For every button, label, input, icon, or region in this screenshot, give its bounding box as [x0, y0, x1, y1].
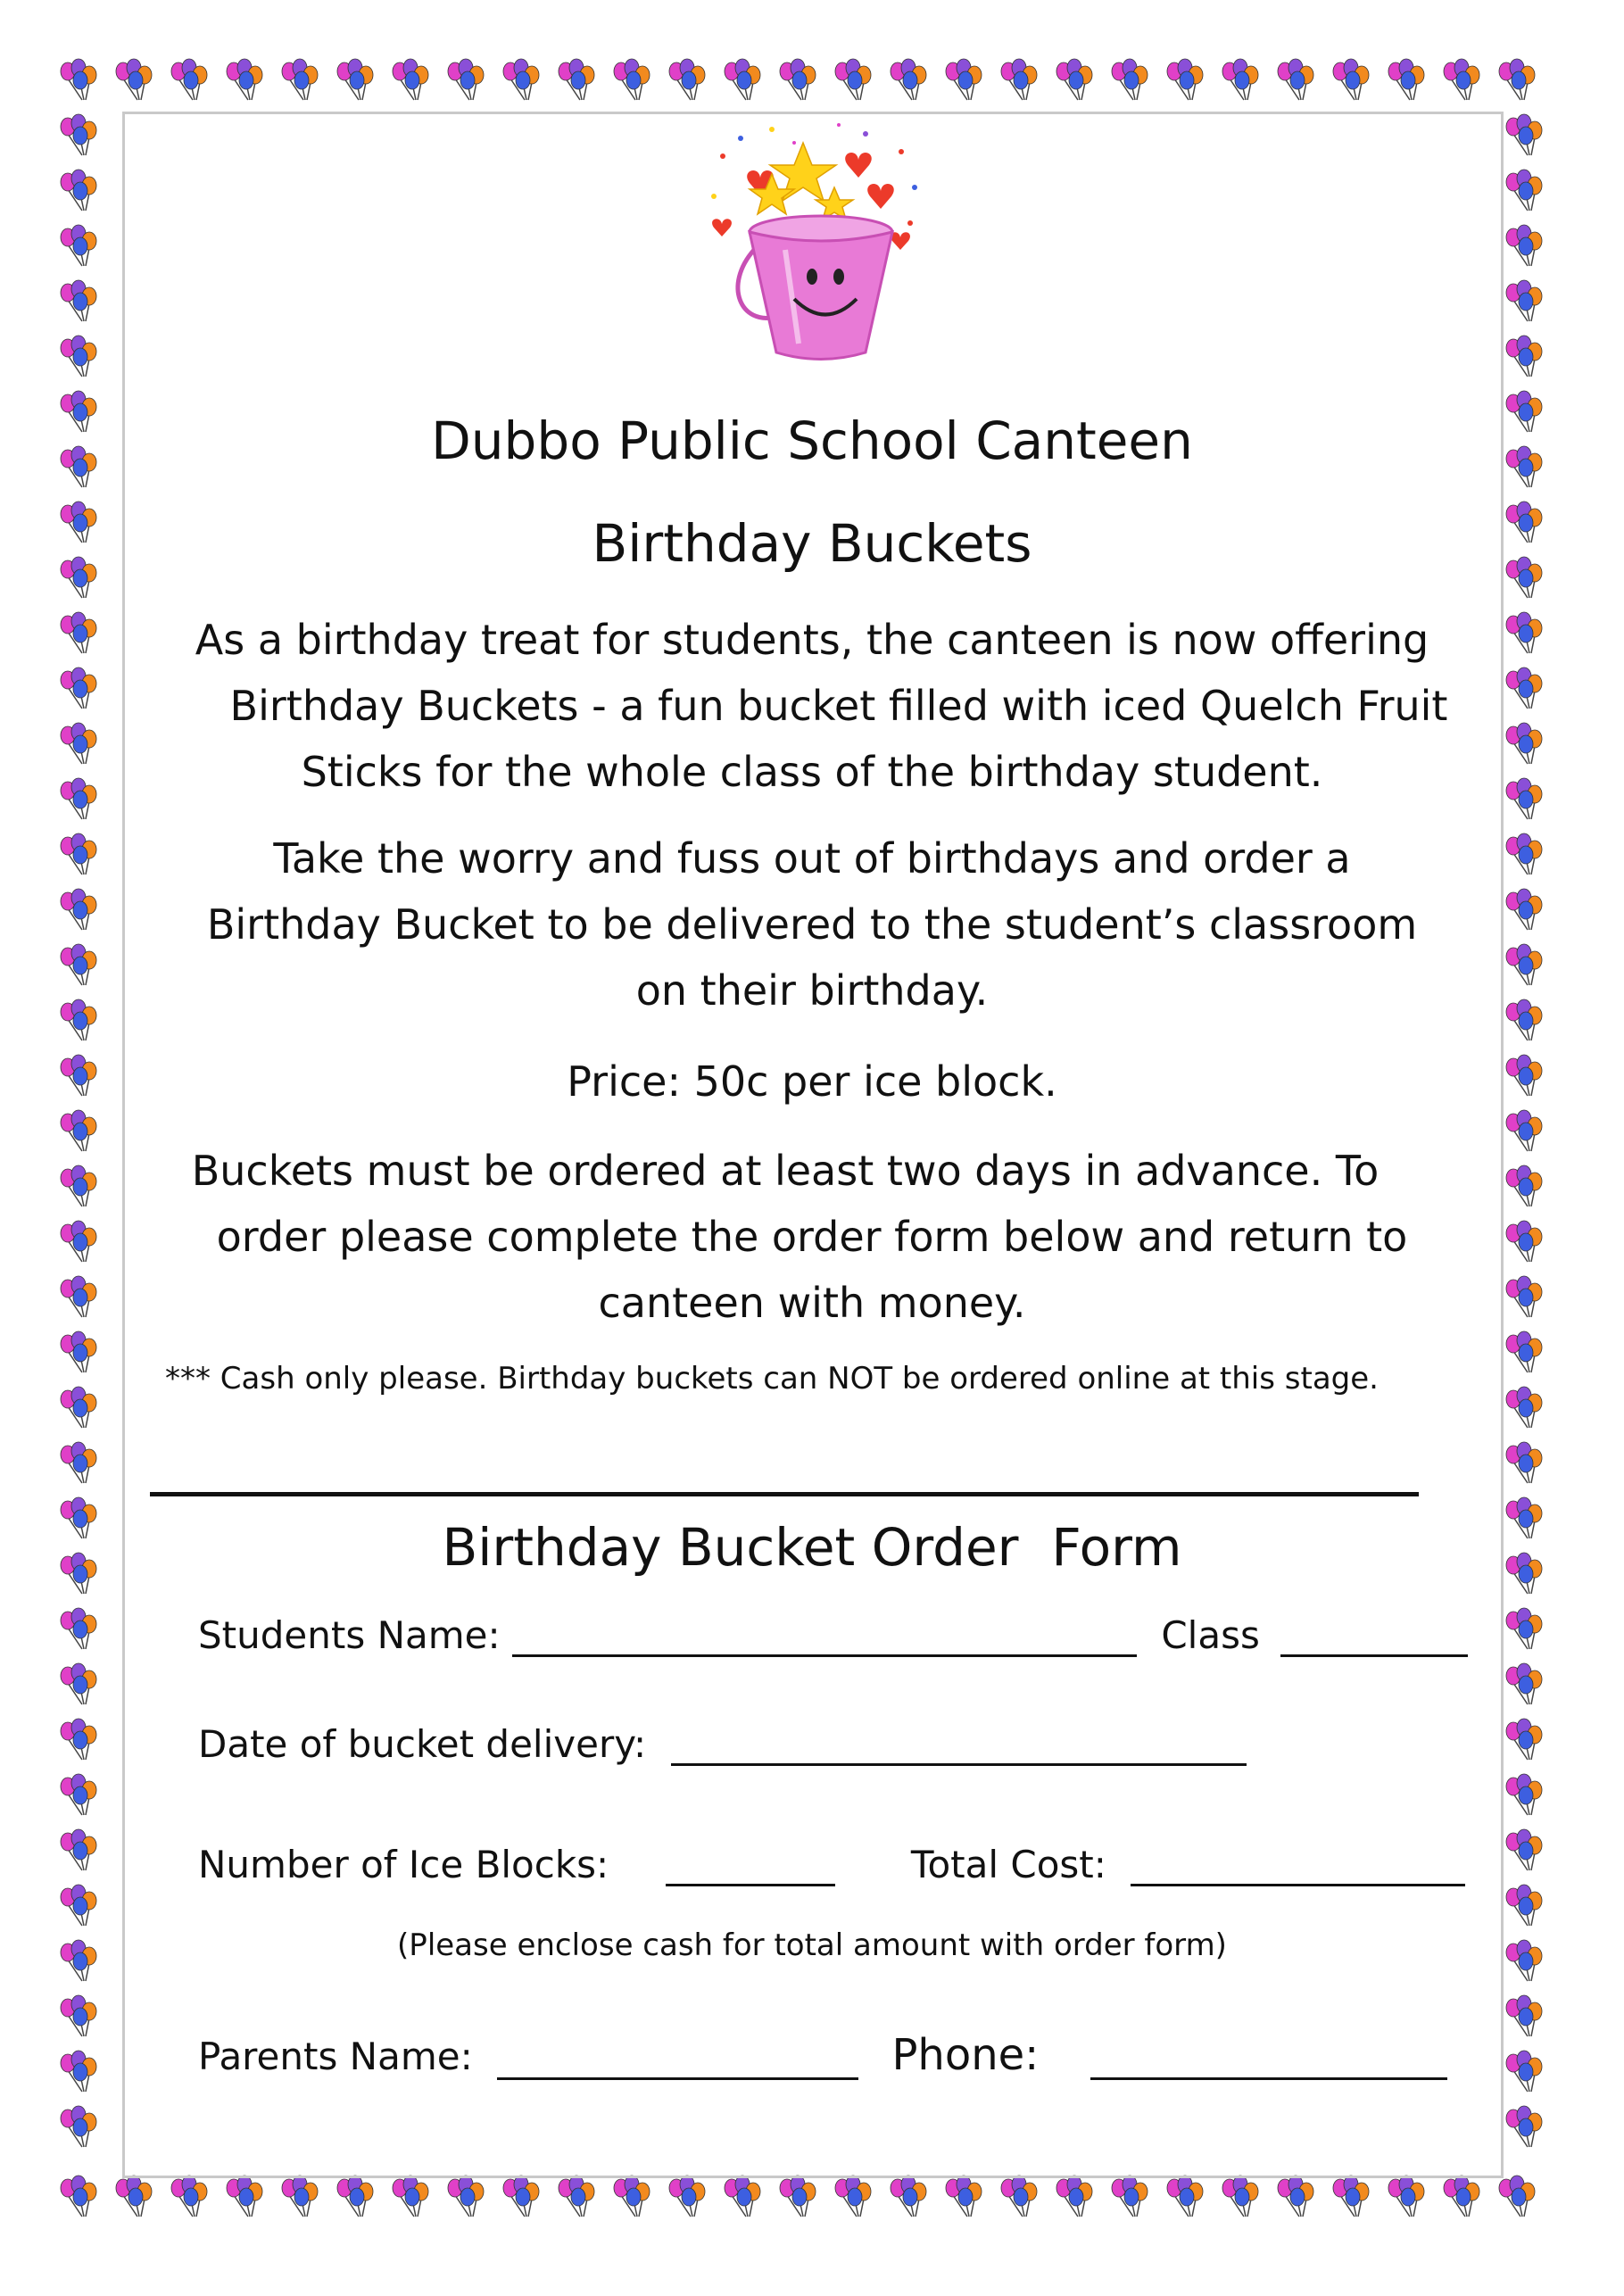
- balloon-icon: [61, 2176, 96, 2217]
- intro-line: Sticks for the whole class of the birthday student.: [301, 748, 1323, 796]
- class-label: Class: [1161, 1613, 1260, 1657]
- intro-line: Birthday Buckets - a fun bucket filled with iced Quelch Fruit: [229, 682, 1448, 730]
- balloon-icon: [171, 59, 207, 100]
- balloon-icon: [61, 1663, 96, 1704]
- balloon-icon: [61, 778, 96, 819]
- balloon-icon: [1506, 2051, 1542, 2092]
- balloon-icon: [61, 1940, 96, 1981]
- balloon-icon: [1506, 2106, 1542, 2147]
- balloon-icon: [1506, 114, 1542, 155]
- balloon-icon: [946, 59, 982, 100]
- parents-name-label: Parents Name:: [198, 2035, 473, 2078]
- student-name-label: Students Name:: [198, 1613, 501, 1657]
- delivery-date-row: [198, 1722, 1247, 1766]
- cash-only-note: *** Cash only please. Birthday buckets can NOT be ordered online at this stage.: [165, 1361, 1379, 1397]
- balloon-icon: [61, 557, 96, 598]
- balloon-icon: [227, 59, 262, 100]
- balloon-icon: [1444, 59, 1479, 100]
- price-text: [107, 1049, 1517, 1115]
- order-form-title: Birthday Bucket Order Form: [442, 1517, 1182, 1578]
- section-divider: [150, 1492, 1419, 1496]
- ice-blocks-label: Number of Ice Blocks:: [198, 1843, 609, 1886]
- balloon-icon: [891, 2176, 926, 2217]
- parents-row: [198, 2030, 1447, 2080]
- worry-line: Take the worry and fuss out of birthdays and order a: [273, 834, 1351, 883]
- balloon-icon: [669, 59, 705, 100]
- balloon-icon: [61, 833, 96, 874]
- page-subtitle: Birthday Buckets: [592, 513, 1032, 574]
- balloon-icon: [1001, 59, 1037, 100]
- balloon-icon: [337, 59, 373, 100]
- balloon-icon: [1506, 1774, 1542, 1815]
- balloon-icon: [559, 2176, 594, 2217]
- balloon-icon: [1506, 1331, 1542, 1372]
- balloon-icon: [1278, 2176, 1313, 2217]
- balloon-icon: [61, 1608, 96, 1649]
- balloon-icon: [1388, 2176, 1424, 2217]
- worry-line: Birthday Bucket to be delivered to the student’s classroom: [206, 900, 1418, 949]
- balloon-icon: [1506, 1442, 1542, 1483]
- balloon-icon: [1167, 59, 1203, 100]
- intro-paragraph: [107, 607, 1517, 805]
- balloon-icon: [1278, 59, 1313, 100]
- phone-label: Phone:: [891, 2030, 1040, 2080]
- birthday-bucket-illustration: [687, 116, 946, 366]
- balloon-icon: [61, 2106, 96, 2147]
- enclose-cash-note: (Please enclose cash for total amount with order form): [397, 1927, 1227, 1963]
- balloon-icon: [227, 2176, 262, 2217]
- balloon-icon: [61, 225, 96, 266]
- balloon-icon: [1001, 2176, 1037, 2217]
- balloon-icon: [61, 1885, 96, 1926]
- balloon-icon: [61, 59, 96, 100]
- balloon-icon: [61, 2051, 96, 2092]
- total-cost-field[interactable]: [1131, 1848, 1465, 1886]
- balloon-icon: [61, 280, 96, 321]
- balloon-icon: [61, 612, 96, 653]
- balloon-icon: [337, 2176, 373, 2217]
- worry-line: on their birthday.: [635, 966, 989, 1015]
- total-cost-label: Total Cost:: [910, 1843, 1106, 1886]
- balloon-icon: [116, 2176, 152, 2217]
- class-field[interactable]: [1280, 1619, 1468, 1657]
- balloon-icon: [1506, 225, 1542, 266]
- order-paragraph: [107, 1138, 1517, 1336]
- ice-blocks-field[interactable]: [666, 1848, 835, 1886]
- bucket-body: [750, 232, 892, 360]
- balloon-icon: [835, 2176, 871, 2217]
- balloon-icon: [61, 501, 96, 543]
- balloon-icon: [61, 1110, 96, 1151]
- balloon-icon: [448, 2176, 484, 2217]
- price-line: Price: 50c per ice block.: [567, 1057, 1057, 1106]
- balloon-icon: [1056, 2176, 1092, 2217]
- balloon-icon: [61, 1774, 96, 1815]
- balloon-icon: [393, 2176, 428, 2217]
- balloon-icon: [282, 59, 318, 100]
- balloon-icon: [1506, 1885, 1542, 1926]
- balloon-icon: [780, 59, 816, 100]
- balloon-icon: [1444, 2176, 1479, 2217]
- balloon-icon: [61, 1497, 96, 1538]
- balloon-icon: [61, 1221, 96, 1262]
- student-name-field[interactable]: [512, 1619, 1137, 1657]
- balloon-icon: [1167, 2176, 1203, 2217]
- balloon-icon: [1506, 1608, 1542, 1649]
- balloon-icon: [1388, 59, 1424, 100]
- balloon-icon: [61, 1719, 96, 1760]
- balloon-icon: [1506, 336, 1542, 377]
- delivery-date-field[interactable]: [671, 1728, 1247, 1766]
- balloon-icon: [61, 667, 96, 709]
- balloon-icon: [61, 889, 96, 930]
- balloon-icon: [61, 1553, 96, 1594]
- balloon-icon: [61, 391, 96, 432]
- balloon-icon: [61, 723, 96, 764]
- balloon-icon: [1222, 2176, 1258, 2217]
- balloon-icon: [61, 114, 96, 155]
- balloon-icon: [614, 2176, 650, 2217]
- balloon-icon: [891, 59, 926, 100]
- balloon-icon: [503, 2176, 539, 2217]
- balloon-icon: [1499, 59, 1535, 100]
- balloon-icon: [1333, 2176, 1369, 2217]
- balloon-icon: [1333, 59, 1369, 100]
- balloon-icon: [61, 1331, 96, 1372]
- balloon-icon: [1222, 59, 1258, 100]
- balloon-icon: [1499, 2176, 1535, 2217]
- balloon-icon: [61, 944, 96, 985]
- balloon-icon: [171, 2176, 207, 2217]
- balloon-icon: [503, 59, 539, 100]
- balloon-icon: [116, 59, 152, 100]
- balloon-icon: [61, 1829, 96, 1870]
- balloon-icon: [1506, 1387, 1542, 1428]
- balloon-icon: [1506, 280, 1542, 321]
- balloon-icon: [1056, 59, 1092, 100]
- balloon-icon: [1112, 59, 1148, 100]
- delivery-date-label: Date of bucket delivery:: [198, 1722, 647, 1766]
- balloon-icon: [282, 2176, 318, 2217]
- balloon-icon: [61, 1165, 96, 1206]
- balloon-icon: [1506, 1719, 1542, 1760]
- ice-blocks-row: [198, 1843, 1465, 1886]
- balloon-icon: [448, 59, 484, 100]
- balloon-icon: [61, 1387, 96, 1428]
- balloon-icon: [393, 59, 428, 100]
- order-line: Buckets must be ordered at least two days in advance. To: [191, 1147, 1380, 1195]
- balloon-icon: [946, 2176, 982, 2217]
- balloon-icon: [780, 2176, 816, 2217]
- balloon-icon: [61, 1055, 96, 1096]
- balloon-icon: [725, 2176, 760, 2217]
- balloon-icon: [61, 336, 96, 377]
- phone-field[interactable]: [1090, 2042, 1447, 2080]
- balloon-icon: [669, 2176, 705, 2217]
- balloon-icon: [1506, 1829, 1542, 1870]
- balloon-icon: [835, 59, 871, 100]
- balloon-icon: [1506, 1995, 1542, 2036]
- balloon-icon: [61, 1442, 96, 1483]
- balloon-icon: [1506, 170, 1542, 211]
- balloon-icon: [559, 59, 594, 100]
- page-title: Dubbo Public School Canteen: [431, 410, 1193, 471]
- worry-paragraph: [107, 825, 1517, 1024]
- order-line: order please complete the order form below and return to: [216, 1213, 1408, 1261]
- balloon-icon: [1112, 2176, 1148, 2217]
- balloon-icon: [61, 170, 96, 211]
- balloon-icon: [61, 999, 96, 1040]
- balloon-icon: [61, 446, 96, 487]
- intro-line: As a birthday treat for students, the canteen is now offering: [195, 616, 1429, 664]
- balloon-icon: [725, 59, 760, 100]
- parents-name-field[interactable]: [497, 2042, 858, 2080]
- balloon-icon: [61, 1995, 96, 2036]
- balloon-icon: [61, 1276, 96, 1317]
- student-name-row: [198, 1613, 1468, 1657]
- balloon-icon: [1506, 1663, 1542, 1704]
- order-line: canteen with money.: [598, 1279, 1026, 1327]
- balloon-icon: [614, 59, 650, 100]
